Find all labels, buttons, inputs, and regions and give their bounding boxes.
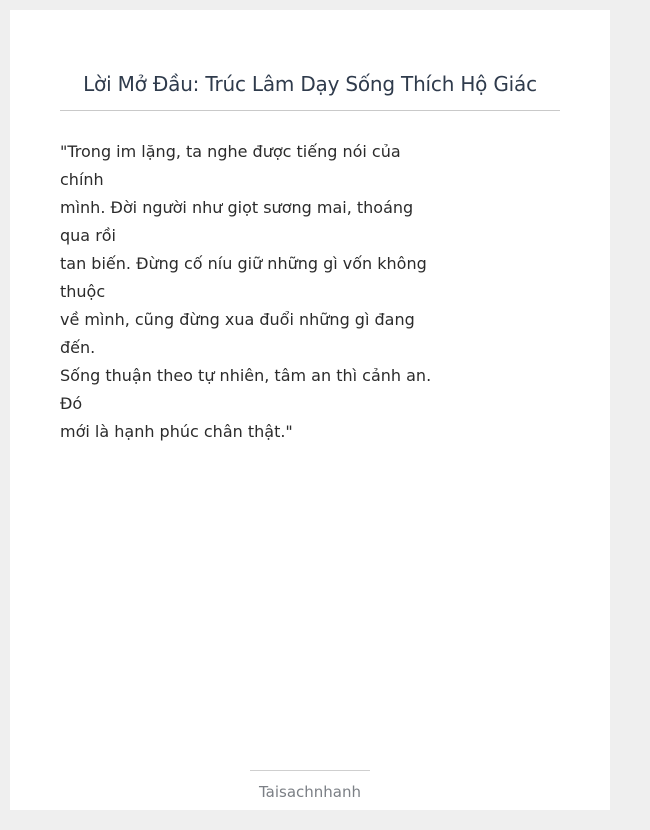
quote-body (60, 138, 440, 446)
quote-line: mới là hạnh phúc chân thật." (60, 422, 293, 441)
quote-line: đến. (60, 338, 96, 357)
quote-line: mình. Đời người như giọt sương mai, thoáng (60, 198, 414, 217)
quote-line: thuộc (60, 282, 106, 301)
document-page (10, 10, 610, 810)
document-title: Lời Mở Đầu: Trúc Lâm Dạy Sống Thích Hộ Giác (83, 72, 537, 96)
quote-line: Sống thuận theo tự nhiên, tâm an thì cảnh an. (60, 366, 432, 385)
quote-line: về mình, cũng đừng xua đuổi những gì đang (60, 310, 415, 329)
quote-line: chính (60, 170, 104, 189)
footer-brand: Taisachnhanh (258, 783, 362, 801)
title-divider (60, 110, 560, 111)
footer-divider (250, 770, 370, 771)
quote-line: qua rồi (60, 226, 116, 245)
quote-line: Đó (60, 394, 83, 413)
quote-line: tan biến. Đừng cố níu giữ những gì vốn không (60, 254, 427, 273)
quote-line: "Trong im lặng, ta nghe được tiếng nói của (60, 142, 401, 161)
